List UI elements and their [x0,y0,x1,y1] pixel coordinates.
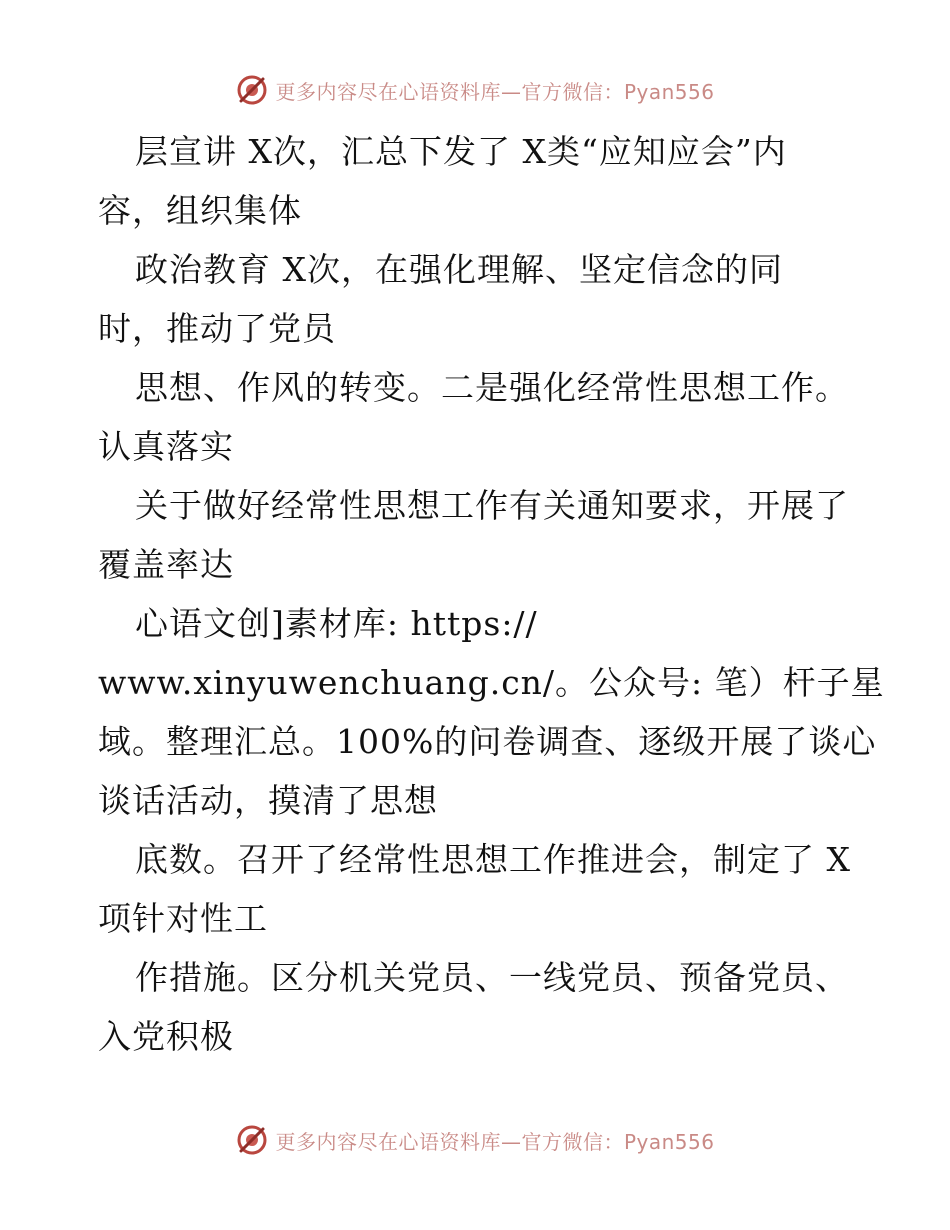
text-line: 域。整理汇总。100%的问卷调查、逐级开展了谈心 [98,722,877,761]
footer-banner-text: 更多内容尽在心语资料库—官方微信：Pyan556 [275,1129,715,1154]
text-line: www.xinyuwenchuang.cn/。公众号: 笔）杆子星 [98,663,885,702]
text-line: 认真落实 [98,427,234,466]
text-line: 作措施。区分机关党员、一线党员、预备党员、 [135,958,849,997]
brand-logo-icon [235,1123,269,1157]
header-banner [0,70,950,110]
text-line: 谈话活动，摸清了思想 [98,781,438,820]
text-line: 层宣讲 X次，汇总下发了 X类“应知应会”内 [135,132,787,171]
brand-logo-icon [235,73,269,107]
footer-banner [0,1120,950,1160]
text-line: 容，组织集体 [98,191,302,230]
header-banner-text: 更多内容尽在心语资料库—官方微信：Pyan556 [275,79,715,104]
text-line: 入党积极 [98,1017,234,1056]
text-line: 思想、作风的转变。二是强化经常性思想工作。 [135,368,849,407]
document-body [98,122,885,1066]
text-line: 关于做好经常性思想工作有关通知要求，开展了 [135,486,849,525]
text-line: 项针对性工 [98,899,268,938]
text-line: 政治教育 X次，在强化理解、坚定信念的同 [135,250,783,289]
text-line: 覆盖率达 [98,545,234,584]
text-line: 时，推动了党员 [98,309,336,348]
text-line: 心语文创]素材库: https:// [135,604,538,643]
text-line: 底数。召开了经常性思想工作推进会，制定了 X [135,840,851,879]
